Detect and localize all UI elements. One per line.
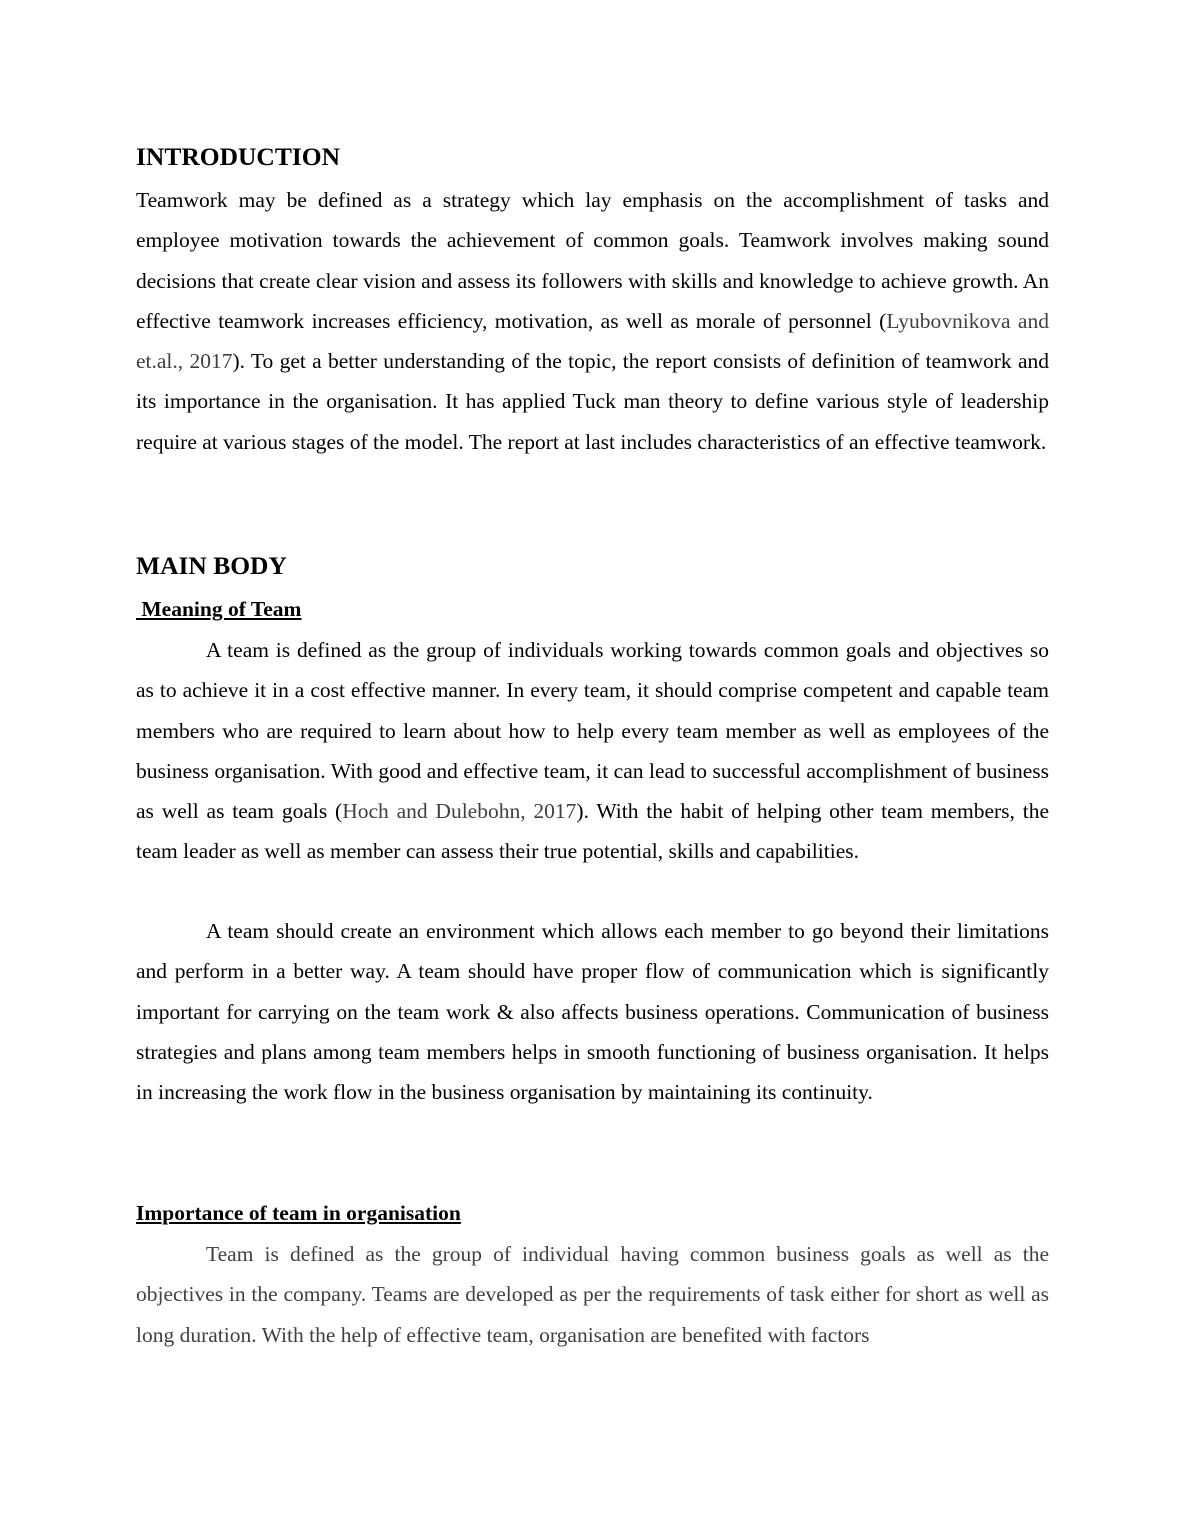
meaning-of-team-paragraph-2: A team should create an environment which allows each member to go beyond their limitations and perform in a better way. A team should have proper flow of communication which is significantly important for carrying on the team work & also affects business operations. Communication of business strategies and plans among team members helps in smooth functioning of business organisation. It helps in increasing the work flow in the business organisation by maintaining its continuity. xyxy=(136,919,1049,1105)
introduction-text-start: Teamwork may be defined as a strategy which lay emphasis on the accomplishment of tasks and employee motivation towards the achievement of common goals. Teamwork involves making sound decisions that create clear vision and assess its followers with skills and knowledge to achieve growth. An effective teamwork increases efficiency, motivation, as well as morale of personnel ( xyxy=(136,188,1049,333)
meaning-of-team-paragraph-1 xyxy=(136,630,1049,872)
meaning-text-start: A team is defined as the group of individuals working towards common goals and objectives so as to achieve it in a cost effective manner. In every team, it should comprise competent and capable team members who are required to learn about how to help every team member as well as employees of the business organisation. With good and effective team, it can lead to successful accomplishment of business as well as team goals ( xyxy=(136,638,1049,824)
meaning-of-team-subheading: Meaning of Team xyxy=(136,597,302,621)
introduction-paragraph xyxy=(136,180,1049,462)
importance-of-team-paragraph: Team is defined as the group of individual having common business goals as well as the objectives in the company. Teams are developed as per the requirements of task either for short as well as long duration. With the help of effective team, organisation are benefited with factors xyxy=(136,1242,1049,1347)
introduction-heading: INTRODUCTION xyxy=(136,142,341,171)
main-body-heading: MAIN BODY xyxy=(136,551,287,580)
importance-of-team-subheading: Importance of team in organisation xyxy=(136,1201,461,1225)
introduction-text-end: ). To get a better understanding of the topic, the report consists of definition of teamwork and its importance in the organisation. It has applied Tuck man theory to define various style of leadership require at various stages of the model. The report at last includes characteristics of an effective teamwork. xyxy=(136,349,1049,454)
meaning-text-end: ). With the habit of helping other team members, the team leader as well as member can assess their true potential, skills and capabilities. xyxy=(136,799,1049,864)
citation-lyubovnikova: Lyubovnikova and et.al., 2017 xyxy=(136,308,1049,374)
citation-hoch-dulebohn: Hoch and Dulebohn, 2017 xyxy=(342,799,577,824)
